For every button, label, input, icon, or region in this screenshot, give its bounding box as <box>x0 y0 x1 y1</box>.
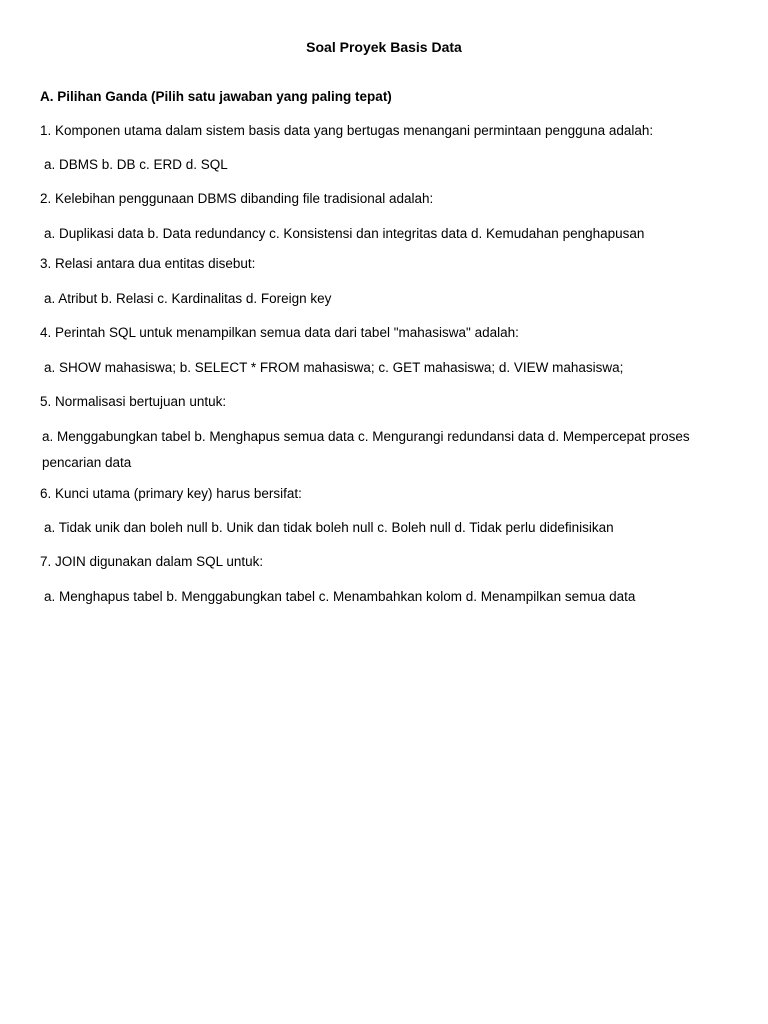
question-6: 6. Kunci utama (primary key) harus bersifat: <box>40 486 302 501</box>
options-5: a. Menggabungkan tabel b. Menghapus semua data c. Mengurangi redundansi data d. Mempercepat proses pencarian data <box>42 429 690 470</box>
options-1: a. DBMS b. DB c. ERD d. SQL <box>44 157 228 172</box>
question-5: 5. Normalisasi bertujuan untuk: <box>40 394 227 409</box>
section-heading: A. Pilihan Ganda (Pilih satu jawaban yang paling tepat) <box>40 89 392 104</box>
document-title: Soal Proyek Basis Data <box>306 39 462 55</box>
question-2: 2. Kelebihan penggunaan DBMS dibanding file tradisional adalah: <box>40 191 434 206</box>
options-3: a. Atribut b. Relasi c. Kardinalitas d. Foreign key <box>44 291 332 306</box>
options-6: a. Tidak unik dan boleh null b. Unik dan tidak boleh null c. Boleh null d. Tidak perlu didefinisikan <box>44 520 614 535</box>
question-4: 4. Perintah SQL untuk menampilkan semua data dari tabel "mahasiswa" adalah: <box>40 325 519 340</box>
options-4: a. SHOW mahasiswa; b. SELECT * FROM mahasiswa; c. GET mahasiswa; d. VIEW mahasiswa; <box>44 360 624 375</box>
question-7: 7. JOIN digunakan dalam SQL untuk: <box>40 554 264 569</box>
options-2: a. Duplikasi data b. Data redundancy c. Konsistensi dan integritas data d. Kemudahan penghapusan <box>44 226 645 241</box>
options-7: a. Menghapus tabel b. Menggabungkan tabel c. Menambahkan kolom d. Menampilkan semua data <box>44 589 636 604</box>
question-1: 1. Komponen utama dalam sistem basis data yang bertugas menangani permintaan pengguna adalah: <box>40 123 654 138</box>
question-3: 3. Relasi antara dua entitas disebut: <box>40 256 256 271</box>
